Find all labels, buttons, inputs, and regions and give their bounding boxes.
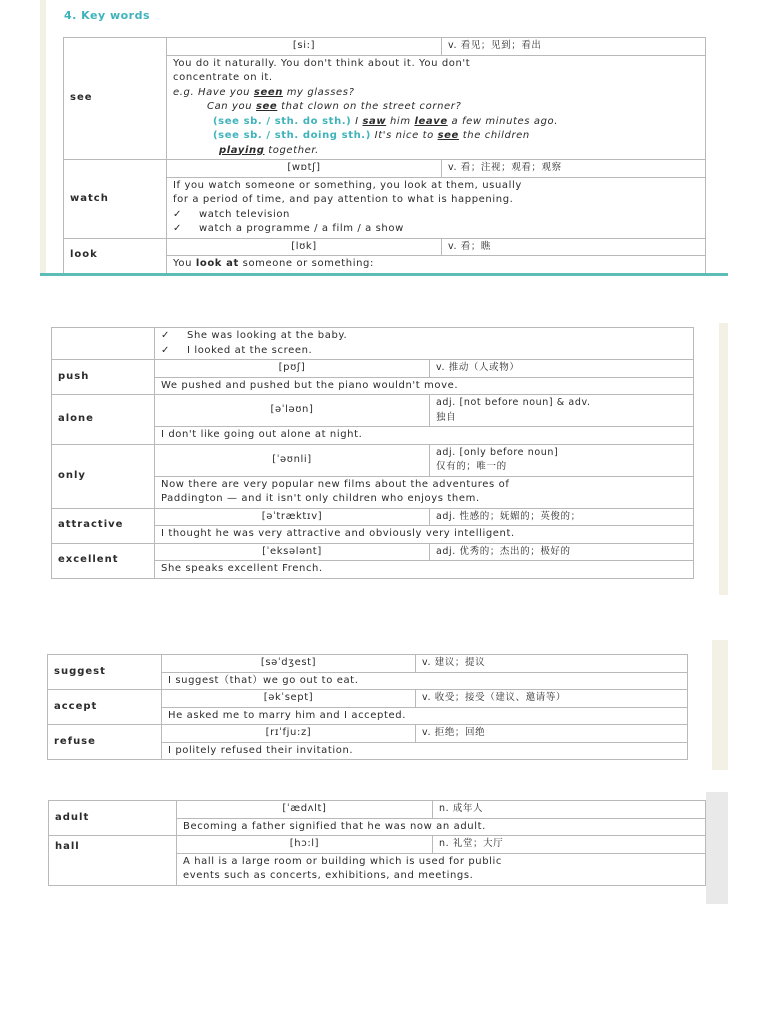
definition-cell (167, 177, 706, 238)
check-icon: ✓ (161, 344, 170, 356)
word-hall: hall (49, 836, 177, 886)
definition-cell (167, 55, 706, 160)
example: Now there are very popular new films about the adventures of Paddington — and it isn't only children who enjoys them. (155, 476, 694, 508)
ipa: [əkˈsept] (162, 690, 416, 708)
collocation: ✓ watch television (173, 208, 699, 223)
word-excellent: excellent (52, 543, 155, 578)
example-line: Can you see that clown on the street corner? (207, 101, 462, 112)
meaning: adj. [not before noun] & adv. 独自 (430, 395, 694, 427)
key-words-table-2 (51, 327, 694, 579)
ipa: [əˈləʊn] (155, 395, 430, 427)
word-push: push (52, 360, 155, 395)
example-line: (see sb. / sth. do sth.) I saw him leave a few minutes ago. (213, 115, 559, 127)
page-edge-right (706, 792, 728, 904)
word-refuse: refuse (48, 725, 162, 760)
example-line: e.g. Have you seen my glasses? (173, 86, 355, 98)
example: She speaks excellent French. (155, 561, 694, 579)
collocation: ✓ watch a programme / a film / a show (173, 222, 699, 237)
meaning: v. 看；瞧 (442, 238, 706, 256)
ipa: [si:] (167, 38, 442, 56)
page-edge-right (712, 640, 728, 770)
ipa: [hɔ:l] (177, 836, 433, 854)
meaning: adj. 优秀的；杰出的；极好的 (430, 543, 694, 561)
check-icon: ✓ (173, 208, 182, 220)
key-words-table-1 (63, 37, 706, 274)
check-icon: ✓ (161, 330, 170, 341)
ipa: [ˈædʌlt] (177, 801, 433, 819)
ipa: [əˈtræktɪv] (155, 508, 430, 526)
meaning: adj. 性感的；妩媚的；英俊的； (430, 508, 694, 526)
word-suggest: suggest (48, 655, 162, 690)
example: I thought he was very attractive and obviously very intelligent. (155, 526, 694, 544)
definition-line: concentrate on it. (173, 72, 273, 83)
word-adult: adult (49, 801, 177, 836)
meaning: v. 看；注视；观看；观察 (442, 160, 706, 178)
word-watch: watch (64, 160, 167, 239)
key-words-table-3 (47, 654, 688, 760)
ipa: [rɪˈfju:z] (162, 725, 416, 743)
word-alone: alone (52, 395, 155, 445)
page-edge-left (40, 0, 46, 274)
collocation-cell (155, 328, 694, 360)
ipa: [ˈəʊnli] (155, 444, 430, 476)
collocation: ✓ She was looking at the baby. (161, 329, 687, 344)
key-words-table-4 (48, 800, 706, 886)
page-edge-right (719, 323, 728, 595)
example: I don't like going out alone at night. (155, 427, 694, 445)
collocation: ✓ I looked at the screen. (161, 344, 687, 359)
definition-line: If you watch someone or something, you look at them, usually (173, 179, 522, 191)
ipa: [lʊk] (167, 238, 442, 256)
example: I politely refused their invitation. (162, 742, 688, 760)
example: We pushed and pushed but the piano wouldn't move. (155, 377, 694, 395)
meaning: adj. [only before noun] 仅有的；唯一的 (430, 444, 694, 476)
definition-line: You do it naturally. You don't think about it. You don't (173, 57, 471, 69)
example: He asked me to marry him and I accepted. (162, 707, 688, 725)
word-look: look (64, 238, 167, 273)
ipa: [səˈdʒest] (162, 655, 416, 673)
example-line: (see sb. / sth. doing sth.) It's nice to see the children (213, 130, 530, 141)
definition-cell: A hall is a large room or building which is used for public events such as concerts, exhibitions, and meetings. (177, 853, 706, 885)
meaning: v. 看见；见到；看出 (442, 38, 706, 56)
example: I suggest（that）we go out to eat. (162, 672, 688, 690)
divider (40, 273, 728, 276)
meaning: n. 成年人 (433, 801, 706, 819)
word-only: only (52, 444, 155, 508)
meaning: v. 建议；提议 (416, 655, 688, 673)
word-attractive: attractive (52, 508, 155, 543)
example: Becoming a father signified that he was now an adult. (177, 818, 706, 836)
ipa: [ˈeksələnt] (155, 543, 430, 561)
meaning: v. 推动（人或物） (430, 360, 694, 378)
example-line: playing together. (219, 144, 319, 156)
definition-line: for a period of time, and pay attention to what is happening. (173, 194, 514, 205)
word-accept: accept (48, 690, 162, 725)
word-see: see (64, 38, 167, 160)
section-heading: 4. Key words (64, 9, 151, 22)
meaning: n. 礼堂；大厅 (433, 836, 706, 854)
check-icon: ✓ (173, 223, 182, 234)
meaning: v. 拒绝；回绝 (416, 725, 688, 743)
meaning: v. 收受；接受（建议、邀请等） (416, 690, 688, 708)
ipa: [wɒtʃ] (167, 160, 442, 178)
ipa: [pʊʃ] (155, 360, 430, 378)
definition-cell: You look at someone or something: (167, 256, 706, 274)
